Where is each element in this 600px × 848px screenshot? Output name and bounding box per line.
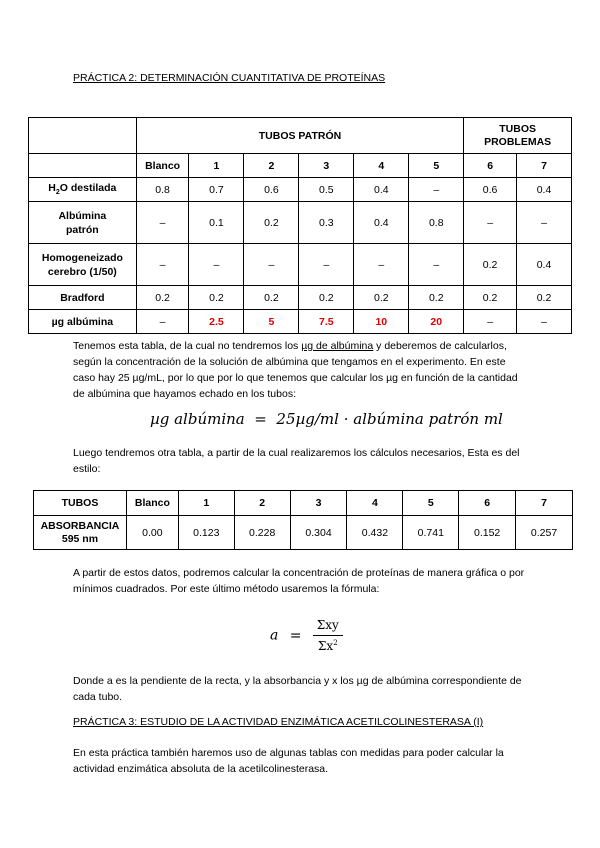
group-header-patron: TUBOS PATRÓN — [136, 118, 464, 154]
col-header: 3 — [290, 491, 347, 516]
table-cell: 0.152 — [459, 516, 516, 550]
table-cell: 0.1 — [189, 202, 244, 244]
table-cell: – — [464, 202, 517, 244]
table-cell: 0.2 — [244, 202, 299, 244]
paragraph-intro: Tenemos esta tabla, de la cual no tendremos los µg de albúmina y deberemos de calcularlos, según la concentración de la solución de albúmina que tengamos en el experimento. En este caso hay 25 µg/mL, por lo que por lo que tenemos que calcular los µg en función de la cantidad de albúmina que hayamos echado en los tubos: — [73, 340, 518, 400]
table-cell: 0.257 — [516, 516, 573, 550]
absorbance-row — [34, 516, 573, 550]
table-cell: 0.432 — [347, 516, 403, 550]
row-label-albumina: Albúmina patrón — [29, 202, 137, 244]
col-header: 4 — [347, 491, 403, 516]
formula-ug-albumina: µg albúmina = 25µg/ml · albúmina patrón ml — [150, 410, 503, 428]
col-header: 7 — [516, 491, 573, 516]
col-header: 5 — [409, 154, 464, 178]
row-label-ug-albumina: µg albúmina — [29, 310, 137, 334]
table-cell: – — [189, 244, 244, 286]
row-label-h2o: $H_2O$ destilada — [29, 178, 137, 202]
table-cell: – — [516, 202, 571, 244]
col-header: 6 — [459, 491, 516, 516]
table-cell: 0.8 — [409, 202, 464, 244]
paragraph-second-table: Luego tendremos otra tabla, a partir de la cual realizaremos los cálculos necesarios, Esta es del estilo: — [73, 447, 520, 475]
col-header: 3 — [299, 154, 354, 178]
paragraph-practica-3: En esta práctica también haremos uso de algunas tablas con medidas para poder calcular la actividad enzimática absoluta de la acetilcolinesterasa. — [73, 747, 504, 775]
table-row — [29, 202, 572, 244]
table-cell: 0.2 — [299, 286, 354, 310]
tubes-table — [28, 117, 572, 334]
absorbance-table — [33, 490, 573, 550]
table-cell-highlight: 20 — [409, 310, 464, 334]
table-cell: 0.8 — [136, 178, 189, 202]
formula-slope: a = $\frac{\text{Σxy}}{\Sigma x^2}$ — [270, 618, 343, 653]
table-cell-highlight: 2.5 — [189, 310, 244, 334]
table-cell: 0.2 — [464, 286, 517, 310]
col-header: Blanco — [126, 491, 178, 516]
table-row — [29, 310, 572, 334]
table-cell: 0.4 — [354, 178, 409, 202]
table-cell: 0.6 — [464, 178, 517, 202]
table-cell: 0.2 — [464, 244, 517, 286]
table-cell: 0.2 — [136, 286, 189, 310]
table-cell: 0.2 — [189, 286, 244, 310]
col-header: 2 — [244, 154, 299, 178]
table-cell: – — [136, 310, 189, 334]
table-cell: 0.123 — [178, 516, 234, 550]
table-cell: – — [464, 310, 517, 334]
ug-albumina-underlined: µg de albúmina — [301, 340, 374, 352]
table-cell: 0.5 — [299, 178, 354, 202]
row-label-absorbancia: ABSORBANCIA 595 nm — [34, 516, 127, 550]
col-header: 2 — [234, 491, 290, 516]
table-cell: 0.2 — [409, 286, 464, 310]
table-cell: 0.304 — [290, 516, 347, 550]
section-heading-practica-3: PRÁCTICA 3: ESTUDIO DE LA ACTIVIDAD ENZIMÁTICA ACETILCOLINESTERASA (I) — [73, 716, 484, 728]
formula-fraction: $\frac{\text{Σxy}}{\Sigma x^2}$ — [313, 618, 343, 653]
table-row — [29, 178, 572, 202]
table-cell: – — [299, 244, 354, 286]
col-header: 5 — [403, 491, 459, 516]
section-heading-practica-2: PRÁCTICA 2: DETERMINACIÓN CUANTITATIVA DE PROTEÍNAS — [73, 72, 386, 84]
table-header-row — [29, 154, 572, 178]
col-header: 4 — [354, 154, 409, 178]
table-cell: – — [354, 244, 409, 286]
table-cell: 0.2 — [354, 286, 409, 310]
table-cell: 0.2 — [244, 286, 299, 310]
header-empty-cell — [29, 154, 137, 178]
table-cell: 0.7 — [189, 178, 244, 202]
table-cell: 0.00 — [126, 516, 178, 550]
table-cell: 0.4 — [354, 202, 409, 244]
table-cell-highlight: 5 — [244, 310, 299, 334]
table-cell: 0.4 — [516, 244, 571, 286]
table-cell: – — [136, 244, 189, 286]
table-cell: – — [244, 244, 299, 286]
col-header: 1 — [189, 154, 244, 178]
paragraph-minimos-cuadrados: A partir de estos datos, podremos calcular la concentración de proteínas de manera gráfica o por mínimos cuadrados. Por este último método usaremos la fórmula: — [73, 567, 525, 595]
table-cell: 0.228 — [234, 516, 290, 550]
col-header: TUBOS — [34, 491, 127, 516]
table-cell: 0.741 — [403, 516, 459, 550]
col-header: 6 — [464, 154, 517, 178]
table-cell: – — [409, 244, 464, 286]
table-cell: 0.4 — [516, 178, 571, 202]
table-cell: – — [136, 202, 189, 244]
paragraph-pendiente: Donde a es la pendiente de la recta, y la absorbancia y x los µg de albúmina correspondiente de cada tubo. — [73, 675, 522, 703]
col-header: 1 — [178, 491, 234, 516]
row-label-bradford: Bradford — [29, 286, 137, 310]
table-cell-highlight: 10 — [354, 310, 409, 334]
group-header-problemas: TUBOS PROBLEMAS — [464, 118, 572, 154]
table-cell: 0.2 — [516, 286, 571, 310]
table-cell: – — [409, 178, 464, 202]
table-cell-highlight: 7.5 — [299, 310, 354, 334]
col-header: 7 — [516, 154, 571, 178]
table-row — [29, 244, 572, 286]
table-row — [29, 286, 572, 310]
table-cell: 0.6 — [244, 178, 299, 202]
col-header: Blanco — [136, 154, 189, 178]
table-corner-cell — [29, 118, 137, 154]
row-label-homogeneizado: Homogeneizado cerebro (1/50) — [29, 244, 137, 286]
table-cell: – — [516, 310, 571, 334]
absorbance-header-row — [34, 491, 573, 516]
table-cell: 0.3 — [299, 202, 354, 244]
